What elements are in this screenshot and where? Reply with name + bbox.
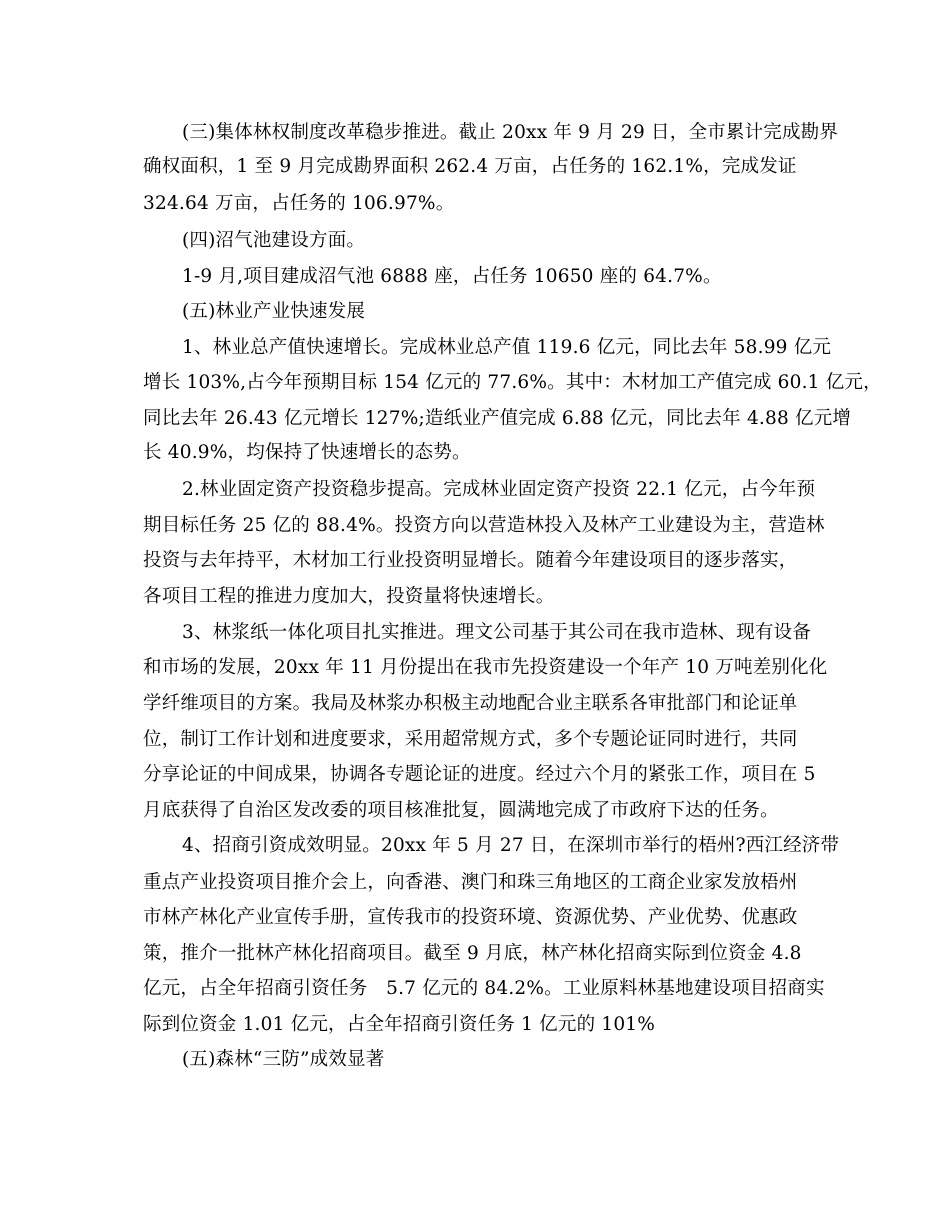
section-heading: (五)森林“三防”成效显著 — [182, 1049, 385, 1070]
text-line: 各项目工程的推进力度加大，投资量将快速增长。 — [143, 586, 555, 607]
text-line: 同比去年 26.43 亿元增长 127%;造纸业产值完成 6.88 亿元，同比去年 4.88 亿元增 — [143, 408, 852, 429]
text-line: 324.64 万亩，占任务的 106.97%。 — [143, 193, 455, 214]
text-line: 和市场的发展，20xx 年 11 月份提出在我市先投资建设一个年产 10 万吨差别化化 — [143, 657, 828, 678]
text-line: 期目标任务 25 亿的 88.4%。投资方向以营造林投入及林产工业建设为主，营造林 — [143, 515, 825, 536]
text-line: 2.林业固定资产投资稳步提高。完成林业固定资产投资 22.1 亿元，占今年预 — [182, 479, 816, 500]
text-line: (三)集体林权制度改革稳步推进。截止 20xx 年 9 月 29 日，全市累计完成勘界 — [182, 122, 839, 143]
text-line: 分享论证的中间成果，协调各专题论证的进度。经过六个月的紧张工作，项目在 5 — [143, 764, 816, 785]
text-line: 长 40.9%，均保持了快速增长的态势。 — [143, 442, 471, 463]
text-line: 增长 103%,占今年预期目标 154 亿元的 77.6%。其中：木材加工产值完成 60.1 亿元， — [143, 372, 882, 393]
text-line: 策，推介一批林产林化招商项目。截至 9 月底，林产林化招商实际到位资金 4.8 — [143, 943, 802, 964]
text-line: 亿元，占全年招商引资任务 5.7 亿元的 84.2%。工业原料林基地建设项目招商实 — [143, 978, 825, 999]
text-line: 位，制订工作计划和进度要求，采用超常规方式，多个专题论证同时进行，共同 — [143, 729, 798, 750]
text-line: 月底获得了自治区发改委的项目核准批复，圆满地完成了市政府下达的任务。 — [143, 800, 779, 821]
text-line: 4、招商引资成效明显。20xx 年 5 月 27 日，在深圳市举行的梧州?西江经济带 — [182, 835, 840, 856]
text-line: 学纤维项目的方案。我局及林浆办积极主动地配合业主联系各审批部门和论证单 — [143, 693, 798, 714]
text-line: 重点产业投资项目推介会上，向香港、澳门和珠三角地区的工商企业家发放梧州 — [143, 872, 798, 893]
text-line: 3、林浆纸一体化项目扎实推进。理文公司基于其公司在我市造林、现有设备 — [182, 622, 812, 643]
text-line: 投资与去年持平，木材加工行业投资明显增长。随着今年建设项目的逐步落实， — [143, 550, 798, 571]
text-line: 1、林业总产值快速增长。完成林业总产值 119.6 亿元，同比去年 58.99 亿元 — [182, 337, 832, 358]
section-heading: (五)林业产业快速发展 — [182, 301, 366, 322]
text-line: 确权面积，1 至 9 月完成勘界面积 262.4 万亩，占任务的 162.1%，完成发证 — [143, 156, 797, 177]
text-line: 市林产林化产业宣传手册，宣传我市的投资环境、资源优势、产业优势、优惠政 — [143, 907, 798, 928]
text-line: 际到位资金 1.01 亿元，占全年招商引资任务 1 亿元的 101% — [143, 1014, 656, 1035]
section-heading: (四)沼气池建设方面。 — [182, 230, 366, 251]
text-line: 1-9 月,项目建成沼气池 6888 座，占任务 10650 座的 64.7%。 — [182, 266, 722, 287]
